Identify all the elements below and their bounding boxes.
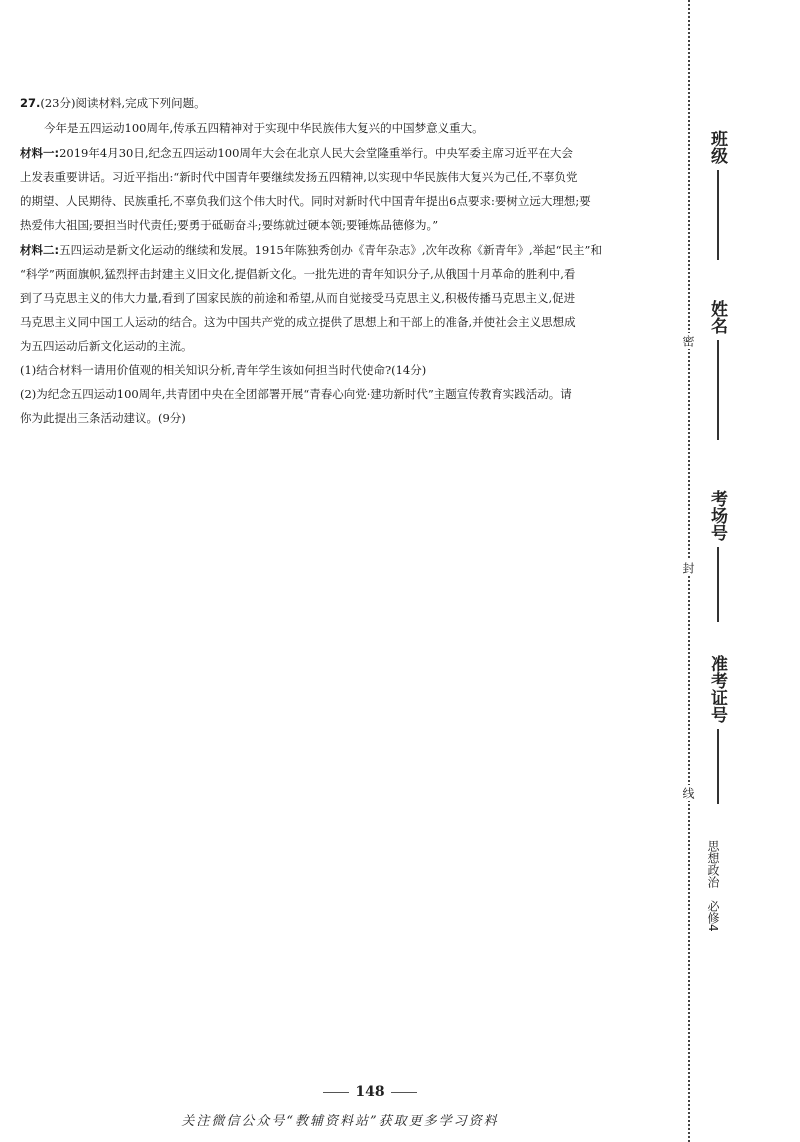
sub-question-2-line-1: (2)为纪念五四运动100周年,共青团中央在全团部署开展“青春心向党·建功新时代”主题宣传教育实践活动。请 (20, 387, 572, 401)
material1-text: 2019年4月30日,纪念五四运动100周年大会在北京人民大会堂隆重举行。中央军委主席习近平在大会 (59, 146, 573, 160)
material2-label: 材料二: (20, 243, 60, 257)
exam-room-underline (717, 547, 719, 622)
footer-note: 关注微信公众号“教辅资料站”获取更多学习资料 (181, 1114, 499, 1129)
page-number-text: 148 (355, 1084, 385, 1100)
material1-line-2: 上发表重要讲话。习近平指出:“新时代中国青年要继续发扬五四精神,以实现中华民族伟大复兴为己任,不辜负党 (20, 170, 578, 184)
material2-line-1 (20, 243, 670, 257)
material1-line-4: 热爱伟大祖国;要担当时代责任;要勇于砥砺奋斗;要练就过硬本领;要锤炼品德修为。” (20, 218, 439, 232)
question-instruction: 阅读材料,完成下列问题。 (75, 96, 206, 110)
material1-line-3: 的期望、人民期待、民族重托,不辜负我们这个伟大时代。同时对新时代中国青年提出6点要求:要树立远大理想;要 (20, 194, 591, 208)
name-underline (717, 340, 719, 440)
material2-line-3: 到了马克思主义的伟大力量,看到了国家民族的前途和希望,从而自觉接受马克思主义,积极传播马克思主义,促进 (20, 291, 576, 305)
material2-text: 五四运动是新文化运动的继续和发展。1915年陈独秀创办《青年杂志》,次年改称《新青年》,举起“民主”和 (59, 243, 602, 257)
material1-label: 材料一: (20, 146, 60, 160)
question-number: 27. (20, 96, 41, 110)
question-points: (23分) (40, 96, 76, 110)
page-number-right-dash (391, 1092, 417, 1093)
name-label: 姓名 (707, 300, 727, 334)
page-number (300, 1084, 440, 1100)
seal-mark-mi: 密 (681, 335, 695, 347)
exam-room-field (705, 490, 730, 622)
sub-question-2-line-2: 你为此提出三条活动建议。(9分) (20, 411, 186, 425)
question-header (20, 96, 670, 110)
class-field (705, 130, 730, 260)
seal-mark-xian: 线 (681, 787, 695, 799)
exam-room-label: 考场号 (707, 490, 727, 541)
admission-number-field (705, 655, 730, 804)
seal-mark-feng: 封 (681, 562, 695, 574)
admission-number-label: 准考证号 (707, 655, 727, 723)
class-underline (717, 170, 719, 260)
material2-line-2: “科学”两面旗帜,猛烈抨击封建主义旧文化,提倡新文化。一批先进的青年知识分子,从俄国十月革命的胜利中,看 (20, 267, 576, 281)
material2-line-4: 马克思主义同中国工人运动的结合。这为中国共产党的成立提供了思想上和干部上的准备,并使社会主义思想成 (20, 315, 576, 329)
name-field (705, 300, 730, 440)
page-number-left-dash (323, 1092, 349, 1093)
question-intro: 今年是五四运动100周年,传承五四精神对于实现中华民族伟大复兴的中国梦意义重大。 (44, 121, 484, 135)
subject-label: 思想政治 必修4 (706, 840, 720, 932)
admission-number-underline (717, 729, 719, 804)
sub-question-1: (1)结合材料一请用价值观的相关知识分析,青年学生该如何担当时代使命?(14分) (20, 363, 427, 377)
class-label: 班级 (707, 130, 727, 164)
material2-line-5: 为五四运动后新文化运动的主流。 (20, 339, 193, 353)
material1-line-1 (20, 146, 670, 160)
